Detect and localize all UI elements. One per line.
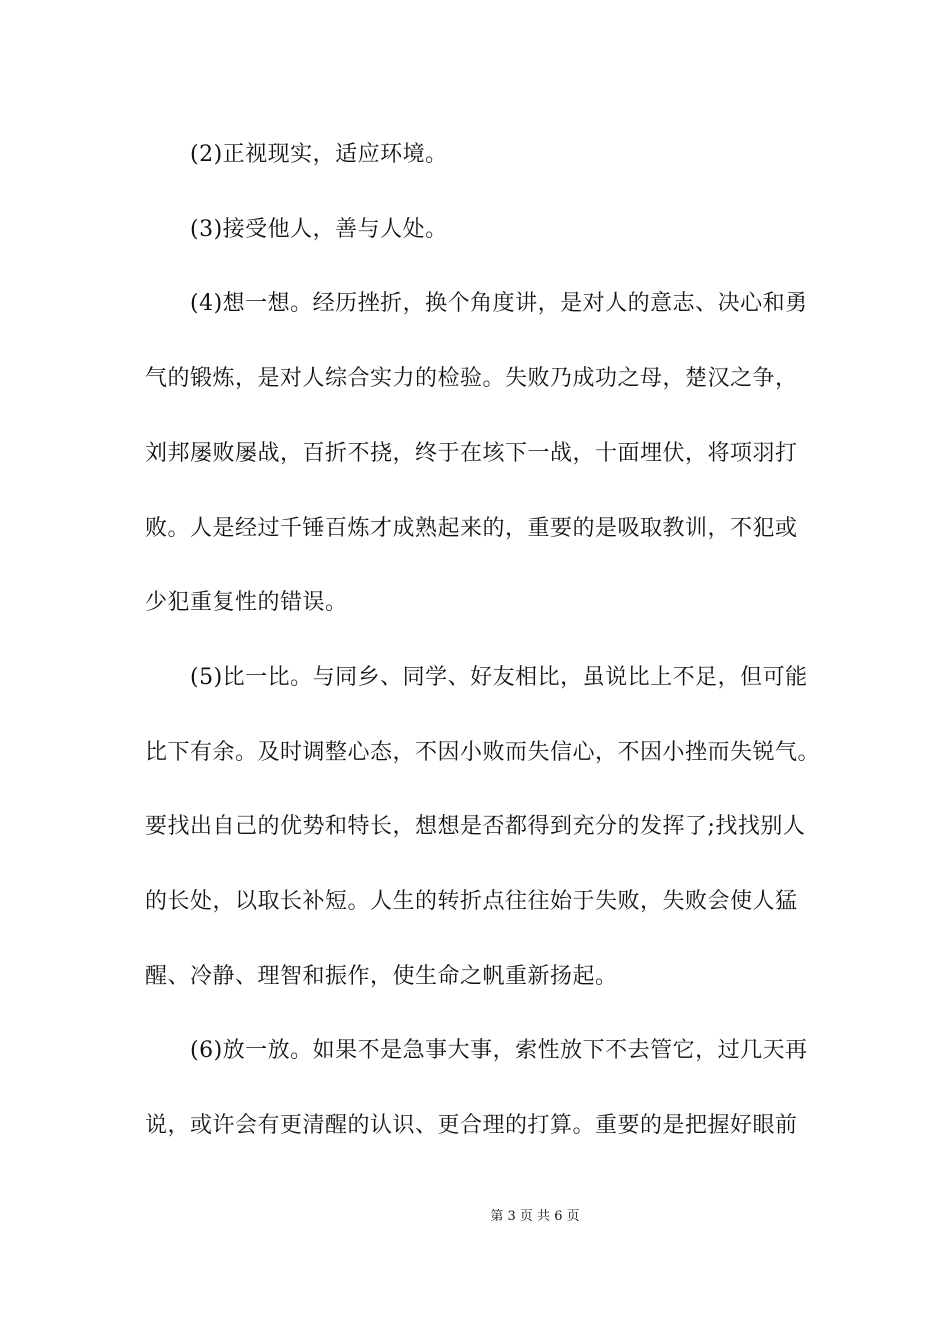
paragraph-line: 少犯重复性的错误。: [145, 590, 348, 615]
paragraph-line: (2)正视现实，适应环境。: [190, 142, 448, 167]
paragraph-line: 刘邦屡败屡战，百折不挠，终于在垓下一战，十面埋伏，将项羽打: [145, 441, 798, 466]
page-number-footer: 第 3 页 共 6 页: [490, 1209, 580, 1224]
paragraph-line: (5)比一比。与同乡、同学、好友相比，虽说比上不足，但可能: [190, 665, 808, 690]
paragraph-line: 气的锻炼，是对人综合实力的检验。失败乃成功之母，楚汉之争，: [145, 366, 798, 391]
paragraph-line: 的长处，以取长补短。人生的转折点往往始于失败，失败会使人猛: [145, 889, 798, 914]
paragraph-line: 比下有余。及时调整心态，不因小败而失信心，不因小挫而失锐气。: [145, 740, 821, 765]
paragraph-line: (4)想一想。经历挫折，换个角度讲，是对人的意志、决心和勇: [190, 291, 808, 316]
paragraph-line: 说，或许会有更清醒的认识、更合理的打算。重要的是把握好眼前: [145, 1113, 798, 1138]
paragraph-line: (3)接受他人，善与人处。: [190, 217, 448, 242]
paragraph-line: 醒、冷静、理智和振作，使生命之帆重新扬起。: [145, 964, 618, 989]
paragraph-line: 败。人是经过千锤百炼才成熟起来的，重要的是吸取教训，不犯或: [145, 516, 798, 541]
paragraph-line: (6)放一放。如果不是急事大事，索性放下不去管它，过几天再: [190, 1038, 808, 1063]
paragraph-line: 要找出自己的优势和特长，想想是否都得到充分的发挥了;找找别人: [145, 814, 806, 839]
